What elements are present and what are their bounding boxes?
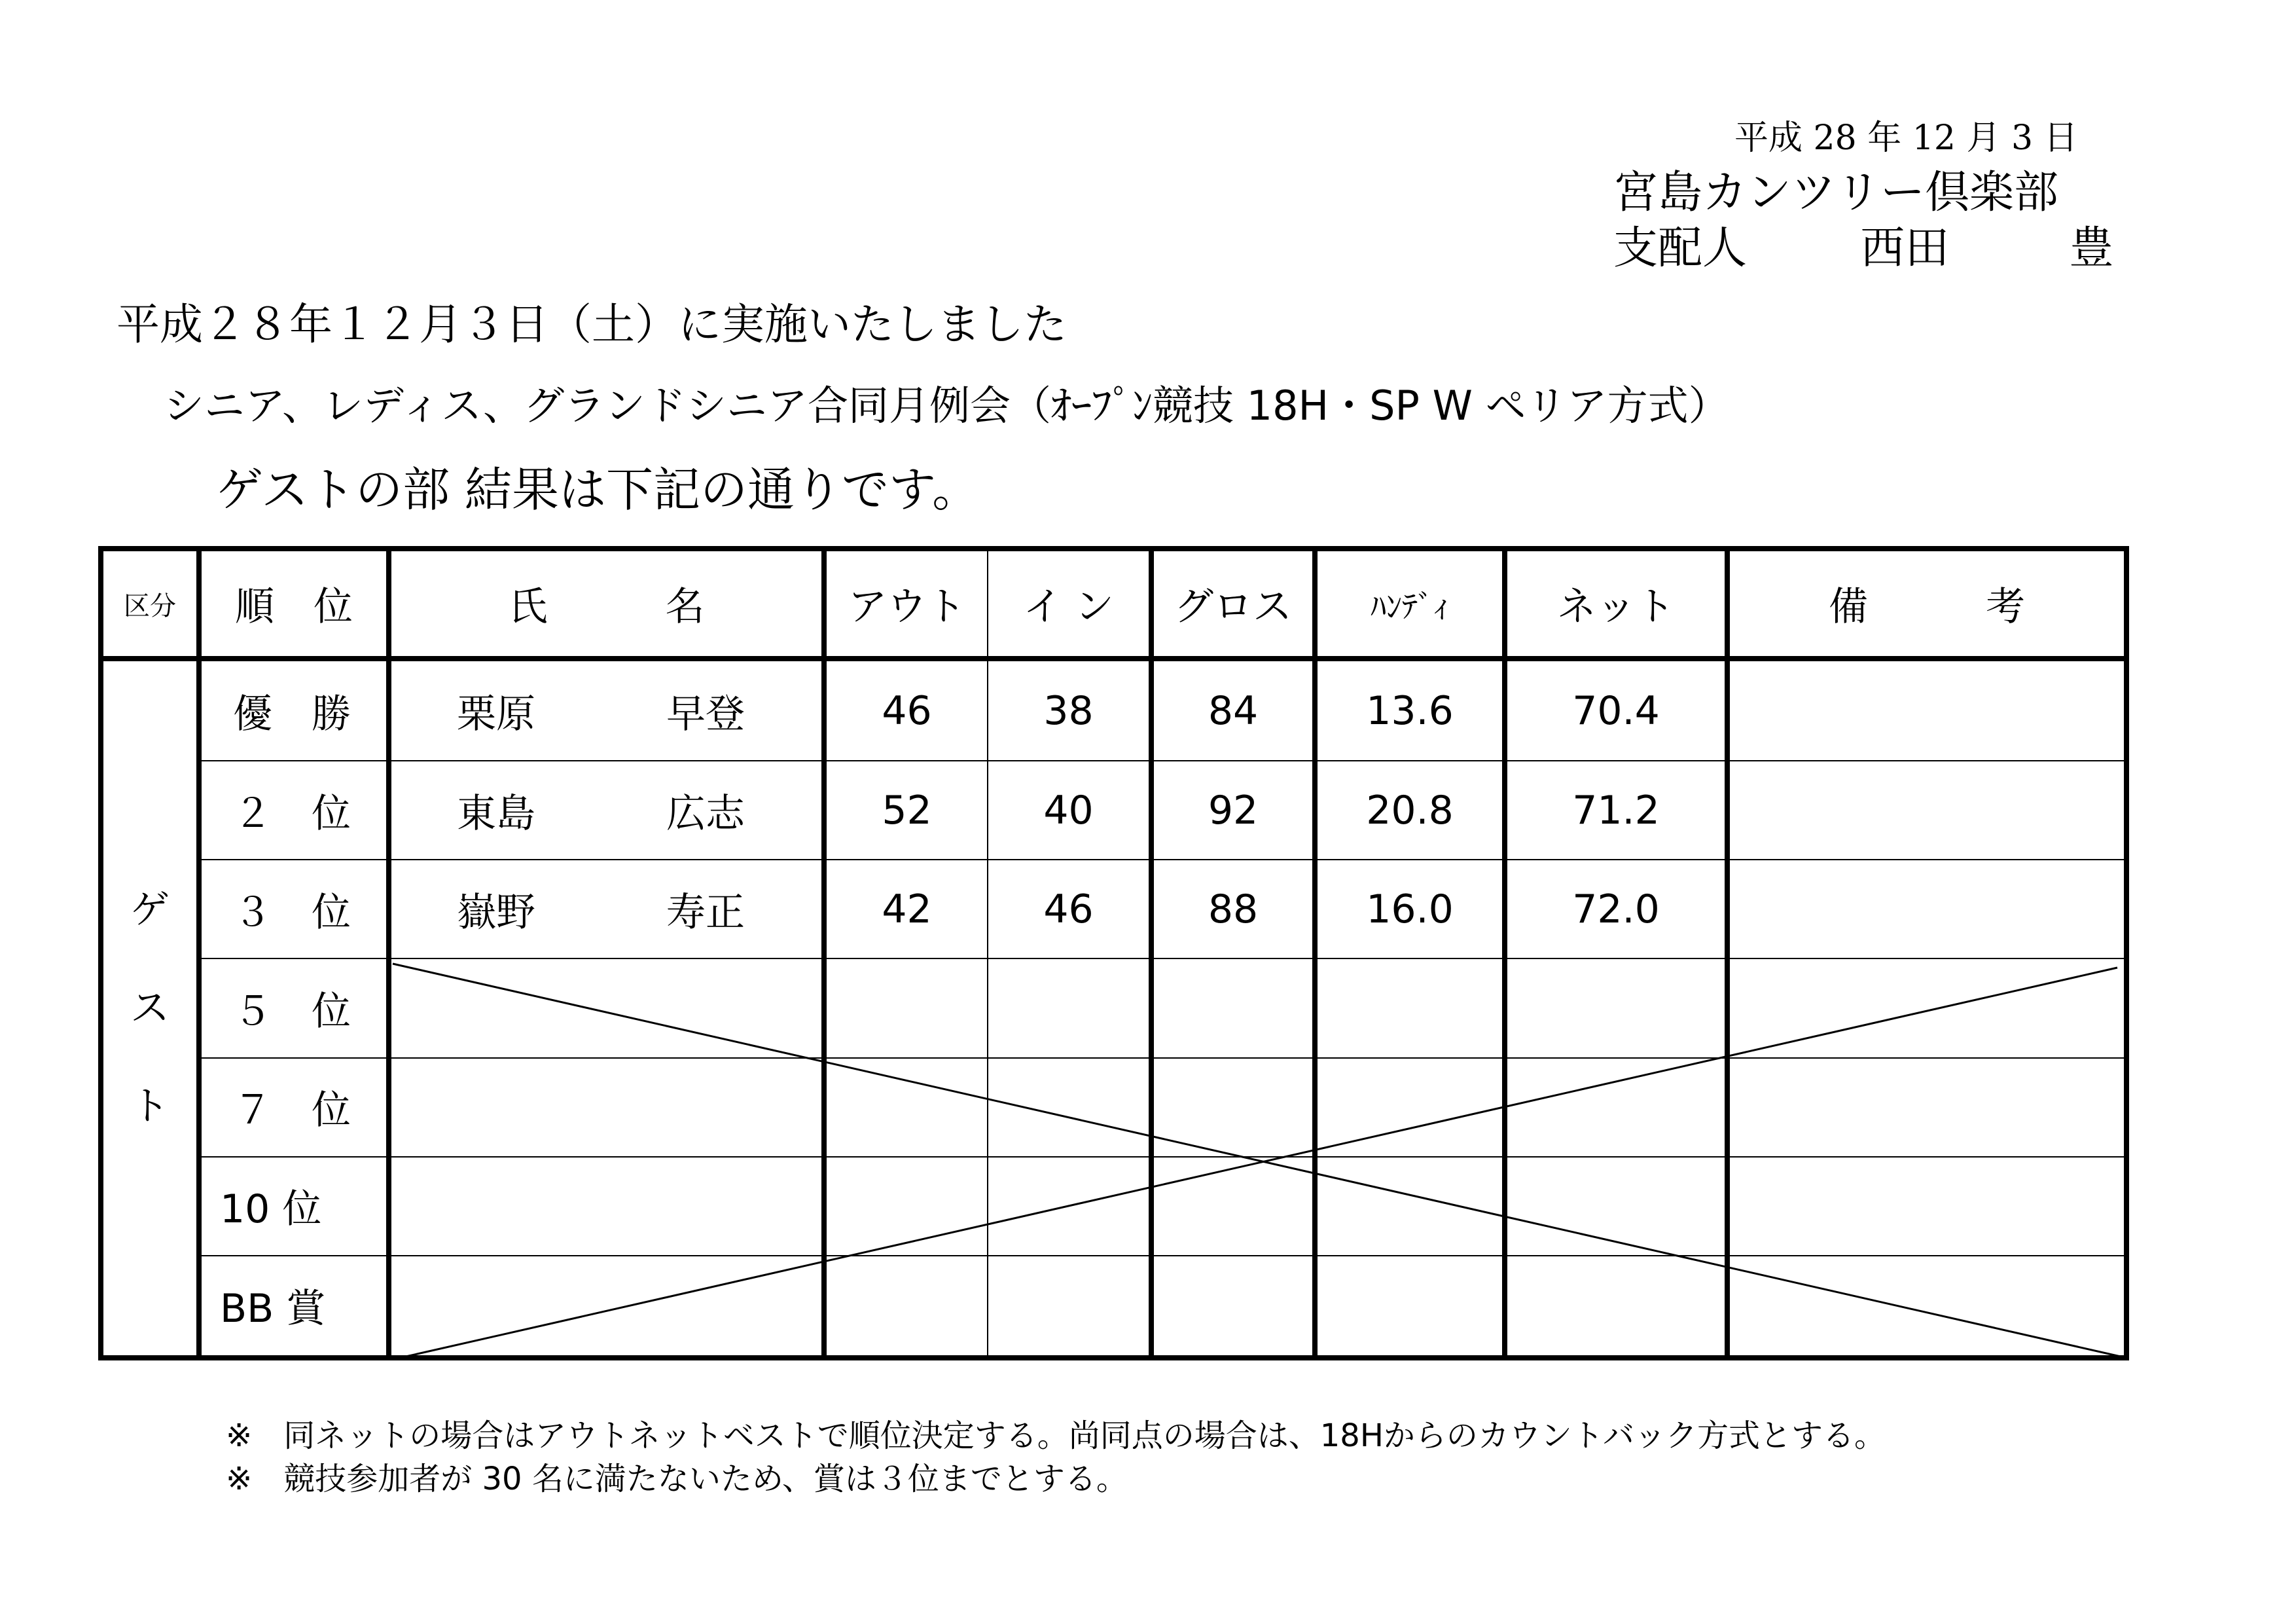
net-cell <box>1505 1256 1727 1358</box>
category-char: ゲ <box>130 887 170 933</box>
given-name: 早登 <box>666 691 745 737</box>
net-cell <box>1505 958 1727 1057</box>
gross-cell <box>1151 1157 1315 1256</box>
gross-cell <box>1151 1058 1315 1157</box>
in-cell: 38 <box>988 659 1151 761</box>
header-in: イ ン <box>988 549 1151 659</box>
handicap-cell <box>1315 1058 1505 1157</box>
document-date: 平成 28 年 12 月 3 日 <box>1734 119 2078 158</box>
rank-cell: BB 賞 <box>199 1256 389 1358</box>
header-name: 氏 名 <box>389 549 824 659</box>
category-char: ス <box>130 985 170 1031</box>
header-gross: グロス <box>1151 549 1315 659</box>
note-2: ※ 競技参加者が 30 名に満たないため、賞は３位までとする。 <box>226 1461 1128 1497</box>
manager-line <box>1613 213 2114 276</box>
intro-line-1: 平成２８年１２月３日（土）に実施いたしました <box>117 299 1067 350</box>
out-cell <box>824 1058 988 1157</box>
manager-title: 支配人 <box>1613 223 1748 274</box>
in-cell: 46 <box>988 860 1151 958</box>
in-cell: 40 <box>988 761 1151 860</box>
out-cell <box>824 1157 988 1256</box>
table-row <box>101 659 2126 761</box>
out-cell: 46 <box>824 659 988 761</box>
out-cell: 42 <box>824 860 988 958</box>
handicap-cell <box>1315 958 1505 1057</box>
name-cell <box>389 1058 824 1157</box>
manager-family-name: 西田 <box>1860 223 1950 274</box>
remarks-cell <box>1727 659 2126 761</box>
table-row <box>101 1256 2126 1358</box>
header-category: 区分 <box>101 549 199 659</box>
intro-line-2: シニア、レディス、グランドシニア合同月例会（ｵｰﾌﾟﾝ競技 18H・SP W ペリア方式） <box>164 382 1729 429</box>
remarks-cell <box>1727 1256 2126 1358</box>
table-header-row <box>101 549 2126 659</box>
remarks-cell <box>1727 761 2126 860</box>
rank-cell: ３ 位 <box>199 860 389 958</box>
remarks-cell <box>1727 1058 2126 1157</box>
rank-cell: ７ 位 <box>199 1058 389 1157</box>
header-net: ネット <box>1505 549 1727 659</box>
name-cell <box>389 860 824 958</box>
net-cell <box>1505 1058 1727 1157</box>
out-cell <box>824 958 988 1057</box>
name-cell <box>389 659 824 761</box>
category-char: ト <box>130 1084 170 1129</box>
table-row <box>101 958 2126 1057</box>
table-row <box>101 761 2126 860</box>
handicap-cell: 20.8 <box>1315 761 1505 860</box>
header-remarks: 備 考 <box>1727 549 2126 659</box>
net-cell <box>1505 1157 1727 1256</box>
note-1: ※ 同ネットの場合はアウトネットベストで順位決定する。尚同点の場合は、18Hからのカウントバック方式とする。 <box>226 1417 1886 1454</box>
header-rank: 順 位 <box>199 549 389 659</box>
gross-cell: 84 <box>1151 659 1315 761</box>
gross-cell <box>1151 958 1315 1057</box>
manager-given-name: 豊 <box>2069 223 2114 274</box>
in-cell <box>988 1058 1151 1157</box>
table-row <box>101 1157 2126 1256</box>
net-cell: 70.4 <box>1505 659 1727 761</box>
out-cell: 52 <box>824 761 988 860</box>
rank-cell: ５ 位 <box>199 958 389 1057</box>
remarks-cell <box>1727 958 2126 1057</box>
table-row <box>101 1058 2126 1157</box>
category-guest <box>101 659 199 1358</box>
header-handicap: ﾊﾝﾃﾞｨ <box>1315 549 1505 659</box>
results-table <box>98 546 2124 1360</box>
handicap-cell <box>1315 1157 1505 1256</box>
gross-cell <box>1151 1256 1315 1358</box>
given-name: 寿正 <box>666 889 745 936</box>
table-row <box>101 860 2126 958</box>
in-cell <box>988 1256 1151 1358</box>
handicap-cell: 13.6 <box>1315 659 1505 761</box>
given-name: 広志 <box>666 790 745 837</box>
name-cell <box>389 1157 824 1256</box>
family-name: 嶽野 <box>457 889 535 936</box>
rank-cell: 10 位 <box>199 1157 389 1256</box>
remarks-cell <box>1727 1157 2126 1256</box>
remarks-cell <box>1727 860 2126 958</box>
in-cell <box>988 958 1151 1057</box>
rank-cell: 優 勝 <box>199 659 389 761</box>
out-cell <box>824 1256 988 1358</box>
in-cell <box>988 1157 1151 1256</box>
name-cell <box>389 761 824 860</box>
gross-cell: 88 <box>1151 860 1315 958</box>
family-name: 東島 <box>457 790 535 837</box>
handicap-cell <box>1315 1256 1505 1358</box>
net-cell: 71.2 <box>1505 761 1727 860</box>
family-name: 栗原 <box>457 691 535 737</box>
header-out: アウト <box>824 549 988 659</box>
rank-cell: ２ 位 <box>199 761 389 860</box>
name-cell <box>389 1256 824 1358</box>
handicap-cell: 16.0 <box>1315 860 1505 958</box>
intro-line-3: ゲストの部 結果は下記の通りです。 <box>216 462 980 517</box>
name-cell <box>389 958 824 1057</box>
net-cell: 72.0 <box>1505 860 1727 958</box>
organization-name: 宮島カンツリー倶楽部 <box>1613 167 2059 219</box>
gross-cell: 92 <box>1151 761 1315 860</box>
